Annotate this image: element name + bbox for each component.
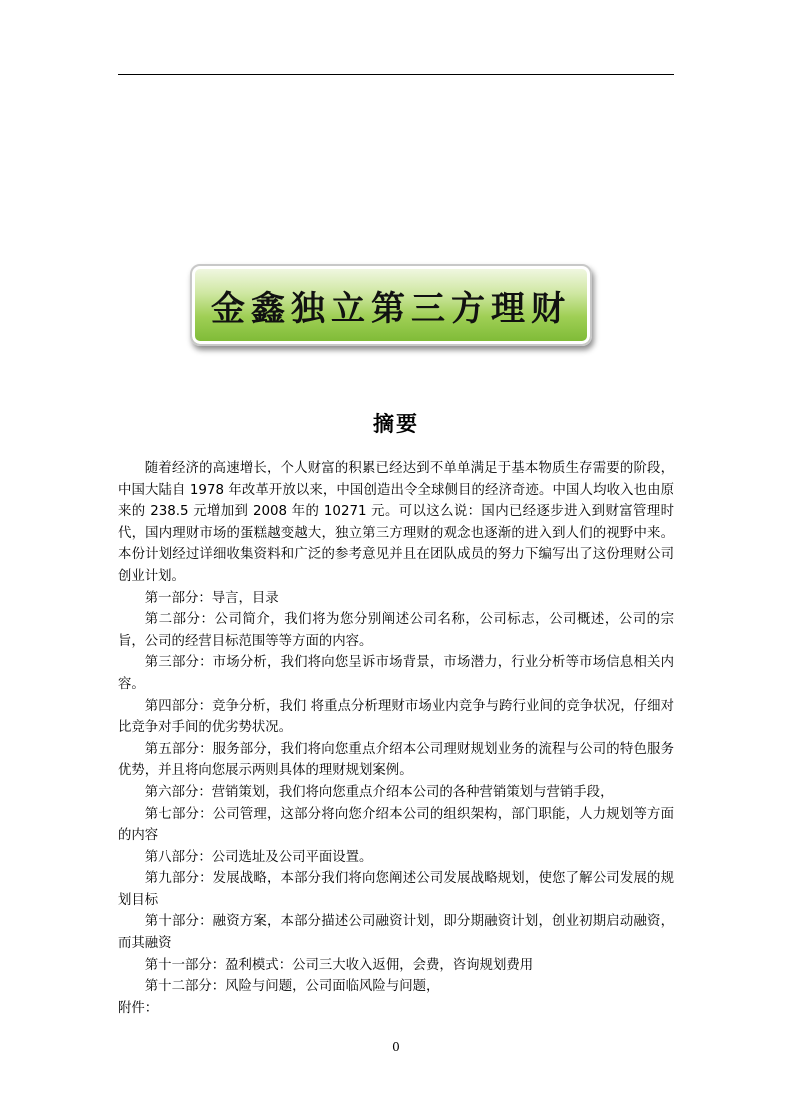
part-10: 第十部分：融资方案，本部分描述公司融资计划，即分期融资计划，创业初期启动融资，而其融资 <box>118 914 674 952</box>
part-11: 第十一部分：盈利模式：公司三大收入返佣，会费，咨询规划费用 <box>144 957 534 973</box>
appendix-label: 附件： <box>118 1000 159 1016</box>
part-5: 第五部分：服务部分，我们将向您重点介绍本公司理财规划业务的流程与公司的特色服务优势，并且将向您展示两则具体的理财规划案例。 <box>118 741 674 779</box>
banner-title: 金鑫独立第三方理财 <box>211 288 571 329</box>
part-7: 第七部分：公司管理，这部分将向您介绍本公司的组织架构，部门职能，人力规划等方面的内容 <box>118 806 674 844</box>
intro-paragraph: 随着经济的高速增长，个人财富的积累已经达到不单单满足于基本物质生存需要的阶段，中国大陆自 1978 年改革开放以来，中国创造出令全球侧目的经济奇迹。中国人均收入也由原来的 238.5 元增加到 2008 年的 10271 元。可以这么说：国内已经逐步进入到财富管理时代，国内理财市场的蛋糕越变越大，独立第三方理财的观念也逐渐的进入到人们的视野中来。本份计划经过详细收集资料和广泛的参考意见并且在团队成员的努力下编写出了这份理财公司创业计划。 <box>118 461 674 584</box>
part-3: 第三部分：市场分析，我们将向您呈诉市场背景，市场潜力，行业分析等市场信息相关内容。 <box>118 655 674 692</box>
part-4: 第四部分：竞争分析，我们 将重点分析理财市场业内竞争与跨行业间的竞争状况，仔细对比竞争对手间的优劣势状况。 <box>118 698 674 736</box>
part-1: 第一部分：导言，目录 <box>144 590 279 606</box>
page-number: 0 <box>392 1040 400 1054</box>
header-rule <box>118 74 674 75</box>
part-8: 第八部分：公司选址及公司平面设置。 <box>144 849 373 865</box>
part-6: 第六部分：营销策划，我们将向您重点介绍本公司的各种营销策划与营销手段， <box>144 784 614 800</box>
title-banner <box>190 264 592 346</box>
part-9: 第九部分：发展战略，本部分我们将向您阐述公司发展战略规划，使您了解公司发展的规划目标 <box>118 871 674 908</box>
abstract-heading: 摘要 <box>373 412 419 436</box>
part-2: 第二部分：公司简介，我们将为您分别阐述公司名称，公司标志，公司概述，公司的宗旨，公司的经营目标范围等等方面的内容。 <box>118 612 674 649</box>
abstract-body <box>118 458 674 1019</box>
part-12: 第十二部分：风险与问题，公司面临风险与问题， <box>144 979 440 995</box>
